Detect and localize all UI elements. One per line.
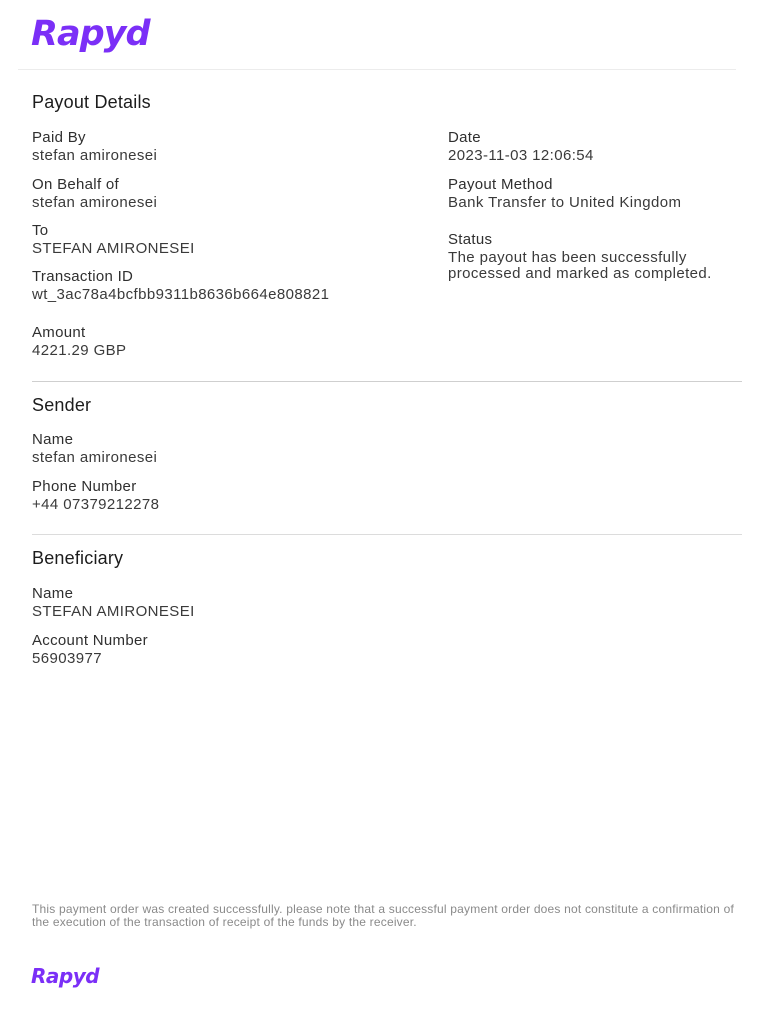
- account-number-value: 56903977: [32, 650, 102, 667]
- sender-title: Sender: [32, 395, 92, 415]
- footer-disclaimer: This payment order was created successfully. please note that a successful payment order does not constitute a confirmation of the execution of the transaction of receipt of the funds by the receiver.: [32, 902, 734, 929]
- date-field: [448, 129, 594, 165]
- date-label: Date: [448, 129, 481, 146]
- paid-by-value: stefan amironesei: [32, 147, 158, 164]
- payout-method-label: Payout Method: [448, 176, 553, 193]
- section-divider: [32, 381, 742, 382]
- account-number-field: [32, 632, 148, 668]
- paid-by-field: [32, 129, 157, 165]
- rapyd-logo-header: Rapyd: [31, 14, 150, 54]
- to-field: [32, 222, 195, 258]
- amount-label: Amount: [32, 324, 86, 341]
- to-label: To: [32, 222, 49, 239]
- payout-method-value: Bank Transfer to United Kingdom: [448, 194, 682, 211]
- sender-phone-value: +44 07379212278: [32, 496, 160, 513]
- sender-name-field: [32, 431, 157, 467]
- sender-phone-label: Phone Number: [32, 478, 137, 495]
- transaction-id-label: Transaction ID: [32, 268, 134, 285]
- sender-name-label: Name: [32, 431, 74, 448]
- sender-phone-field: [32, 478, 159, 514]
- beneficiary-name-value: STEFAN AMIRONESEI: [32, 603, 195, 620]
- beneficiary-name-label: Name: [32, 585, 74, 602]
- on-behalf-of-value: stefan amironesei: [32, 194, 158, 211]
- beneficiary-title: Beneficiary: [32, 548, 124, 568]
- amount-value: 4221.29 GBP: [32, 342, 127, 359]
- sender-name-value: stefan amironesei: [32, 449, 158, 466]
- transaction-id-value: wt_3ac78a4bcfbb9311b8636b664e808821: [32, 286, 330, 303]
- to-value: STEFAN AMIRONESEI: [32, 240, 195, 257]
- transaction-id-field: [32, 268, 329, 304]
- rapyd-logo-footer: Rapyd: [31, 964, 100, 988]
- date-value: 2023-11-03 12:06:54: [448, 147, 594, 164]
- payout-method-field: [448, 176, 681, 212]
- account-number-label: Account Number: [32, 632, 148, 649]
- on-behalf-of-label: On Behalf of: [32, 176, 119, 193]
- on-behalf-of-field: [32, 176, 157, 212]
- section-divider: [32, 534, 742, 535]
- payout-details-title: Payout Details: [32, 92, 151, 112]
- status-value: The payout has been successfully processed and marked as completed.: [448, 249, 712, 282]
- amount-field: [32, 324, 126, 360]
- status-label: Status: [448, 231, 493, 248]
- status-field: [448, 231, 728, 282]
- header-divider: [18, 69, 736, 70]
- beneficiary-name-field: [32, 585, 195, 621]
- paid-by-label: Paid By: [32, 129, 86, 146]
